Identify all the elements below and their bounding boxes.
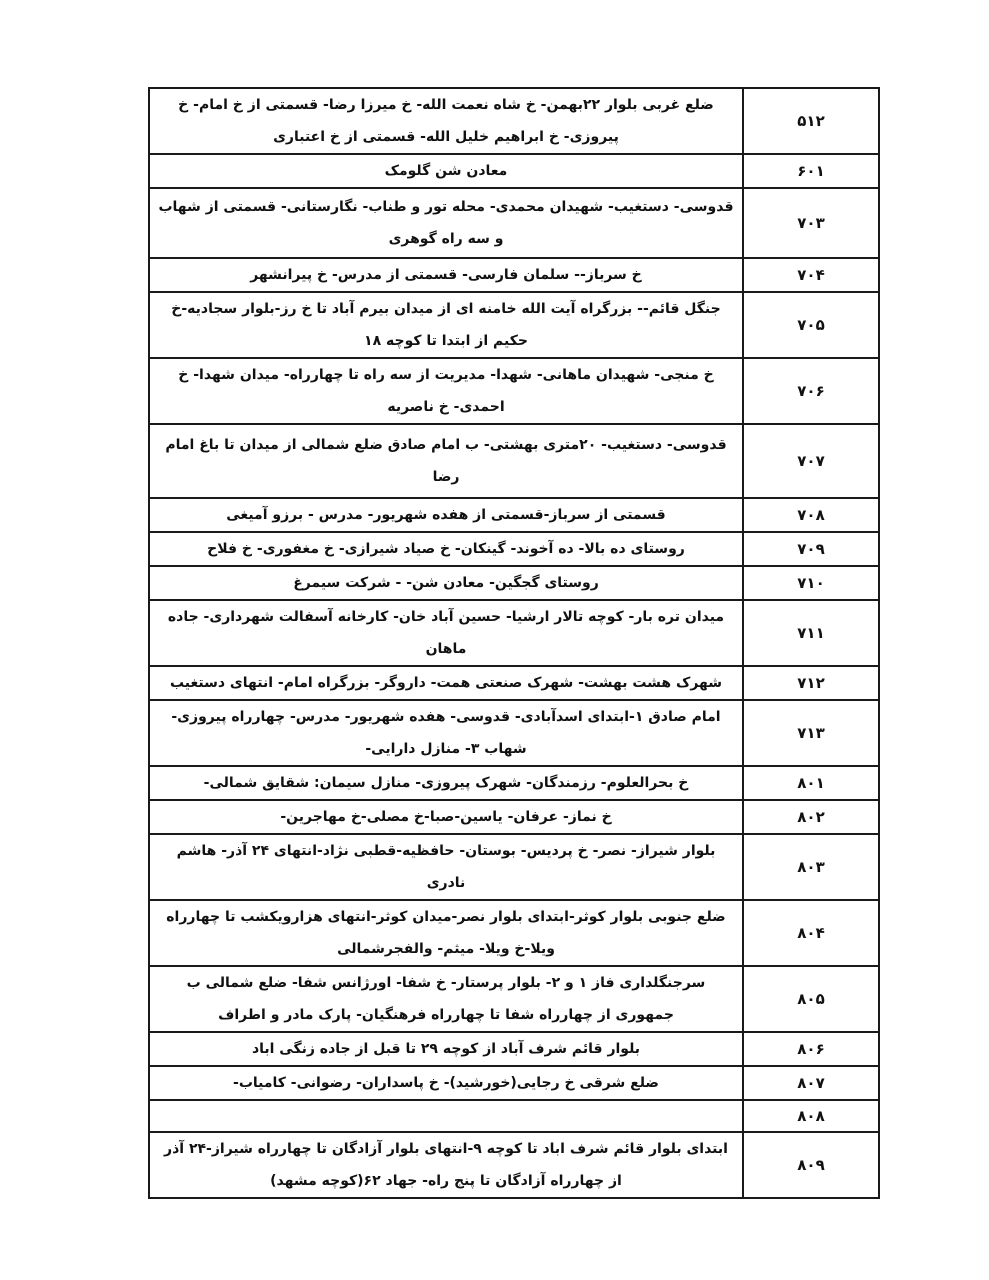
table-row	[149, 966, 879, 1032]
table-row	[149, 1032, 879, 1066]
zone-description-cell: ضلع شرقی خ رجایی(خورشید)- خ پاسداران- رضوانی- کامیاب-	[149, 1066, 743, 1100]
zone-description-cell: خ بحرالعلوم- رزمندگان- شهرک پیروزی- منازل سیمان: شقایق شمالی-	[149, 766, 743, 800]
zone-description-cell: ابتدای بلوار قائم شرف اباد تا کوچه ۹-انتهای بلوار آزادگان تا چهارراه شیراز-۲۴ آذر از چهارراه آزادگان تا پنج راه- جهاد ۶۲(کوچه مشهد)	[149, 1132, 743, 1198]
table-row	[149, 800, 879, 834]
zone-description-cell: شهرک هشت بهشت- شهرک صنعتی همت- داروگر- بزرگراه امام- انتهای دستغیب	[149, 666, 743, 700]
zone-description-cell: امام صادق ۱-ابتدای اسدآبادی- قدوسی- هفده شهریور- مدرس- چهارراه پیروزی- شهاب ۳- منازل دارایی-	[149, 700, 743, 766]
zone-description-cell: بلوار قائم شرف آباد از کوچه ۲۹ تا قبل از جاده زنگی اباد	[149, 1032, 743, 1066]
table-row	[149, 834, 879, 900]
zone-code-cell: ۸۰۴	[743, 900, 879, 966]
zone-description-cell: روستای ده بالا- ده آخوند- گینکان- خ صیاد شیرازی- خ مغفوری- خ فلاح	[149, 532, 743, 566]
zone-description-cell: خ نماز- عرفان- یاسین-صبا-خ مصلی-خ مهاجرین-	[149, 800, 743, 834]
table-row	[149, 1066, 879, 1100]
zone-code-cell: ۷۱۳	[743, 700, 879, 766]
table-row	[149, 566, 879, 600]
table-row	[149, 188, 879, 258]
zone-code-cell: ۸۰۷	[743, 1066, 879, 1100]
zone-description-cell: معادن شن گلومک	[149, 154, 743, 188]
zone-code-cell: ۸۰۱	[743, 766, 879, 800]
zone-code-cell: ۷۱۲	[743, 666, 879, 700]
zone-description-cell: سرجنگلداری فاز ۱ و ۲- بلوار پرستار- خ شفا- اورژانس شفا- ضلع شمالی ب جمهوری از چهارراه شفا تا چهارراه فرهنگیان- پارک مادر و اطراف	[149, 966, 743, 1032]
zone-code-cell: ۷۱۱	[743, 600, 879, 666]
table-row	[149, 88, 879, 154]
table-row	[149, 766, 879, 800]
zone-code-cell: ۷۰۸	[743, 498, 879, 532]
zone-description-cell: روستای گجگین- معادن شن- - شرکت سیمرغ	[149, 566, 743, 600]
zone-description-cell: قدوسی- دستغیب- ۲۰متری بهشتی- ب امام صادق ضلع شمالی از میدان تا باغ امام رضا	[149, 424, 743, 498]
zone-code-cell: ۷۰۷	[743, 424, 879, 498]
table-row	[149, 154, 879, 188]
zone-description-cell: ضلع غربی بلوار ۲۲بهمن- خ شاه نعمت الله- خ میرزا رضا- قسمتی از خ امام- خ پیروزی- خ ابراهیم خلیل الله- قسمتی از خ اعتباری	[149, 88, 743, 154]
table-row	[149, 1132, 879, 1198]
zone-description-cell: ضلع جنوبی بلوار کوثر-ابتدای بلوار نصر-میدان کوثر-انتهای هزارویکشب تا چهارراه ویلا-خ ویلا- میثم- والفجرشمالی	[149, 900, 743, 966]
zone-description-cell: جنگل قائم-- بزرگراه آیت الله خامنه ای از میدان بیرم آباد تا خ رز-بلوار سجادیه-خ حکیم از ابتدا تا کوچه ۱۸	[149, 292, 743, 358]
table-row	[149, 600, 879, 666]
zone-code-cell: ۷۰۹	[743, 532, 879, 566]
zone-description-cell	[149, 1100, 743, 1132]
zone-description-cell: خ سرباز-- سلمان فارسی- قسمتی از مدرس- خ پیرانشهر	[149, 258, 743, 292]
table-row	[149, 700, 879, 766]
zone-code-cell: ۷۰۵	[743, 292, 879, 358]
table-row	[149, 424, 879, 498]
zone-code-cell: ۶۰۱	[743, 154, 879, 188]
zones-table	[148, 87, 880, 1199]
table-row	[149, 258, 879, 292]
zone-description-cell: قدوسی- دستغیب- شهیدان محمدی- محله تور و طناب- نگارستانی- قسمتی از شهاب و سه راه گوهری	[149, 188, 743, 258]
zone-description-cell: قسمتی از سرباز-قسمتی از هفده شهریور- مدرس - برزو آمیغی	[149, 498, 743, 532]
table-row	[149, 358, 879, 424]
table-row	[149, 292, 879, 358]
zone-code-cell: ۵۱۲	[743, 88, 879, 154]
table-row	[149, 666, 879, 700]
zone-description-cell: خ منجی- شهیدان ماهانی- شهدا- مدیریت از سه راه تا چهارراه- میدان شهدا- خ احمدی- خ ناصریه	[149, 358, 743, 424]
table-row	[149, 498, 879, 532]
zone-code-cell: ۸۰۹	[743, 1132, 879, 1198]
zone-code-cell: ۷۱۰	[743, 566, 879, 600]
zone-description-cell: بلوار شیراز- نصر- خ پردیس- بوستان- حافظیه-قطبی نژاد-انتهای ۲۴ آذر- هاشم نادری	[149, 834, 743, 900]
zone-code-cell: ۷۰۳	[743, 188, 879, 258]
zone-code-cell: ۸۰۶	[743, 1032, 879, 1066]
zones-table-body	[149, 88, 879, 1198]
table-row	[149, 1100, 879, 1132]
zone-code-cell: ۷۰۴	[743, 258, 879, 292]
zone-code-cell: ۸۰۵	[743, 966, 879, 1032]
table-row	[149, 532, 879, 566]
zone-code-cell: ۸۰۳	[743, 834, 879, 900]
document-page	[148, 87, 880, 1199]
zone-code-cell: ۸۰۲	[743, 800, 879, 834]
zone-code-cell: ۸۰۸	[743, 1100, 879, 1132]
table-row	[149, 900, 879, 966]
zone-code-cell: ۷۰۶	[743, 358, 879, 424]
zone-description-cell: میدان تره بار- کوچه تالار ارشیا- حسین آباد خان- کارخانه آسفالت شهرداری- جاده ماهان	[149, 600, 743, 666]
